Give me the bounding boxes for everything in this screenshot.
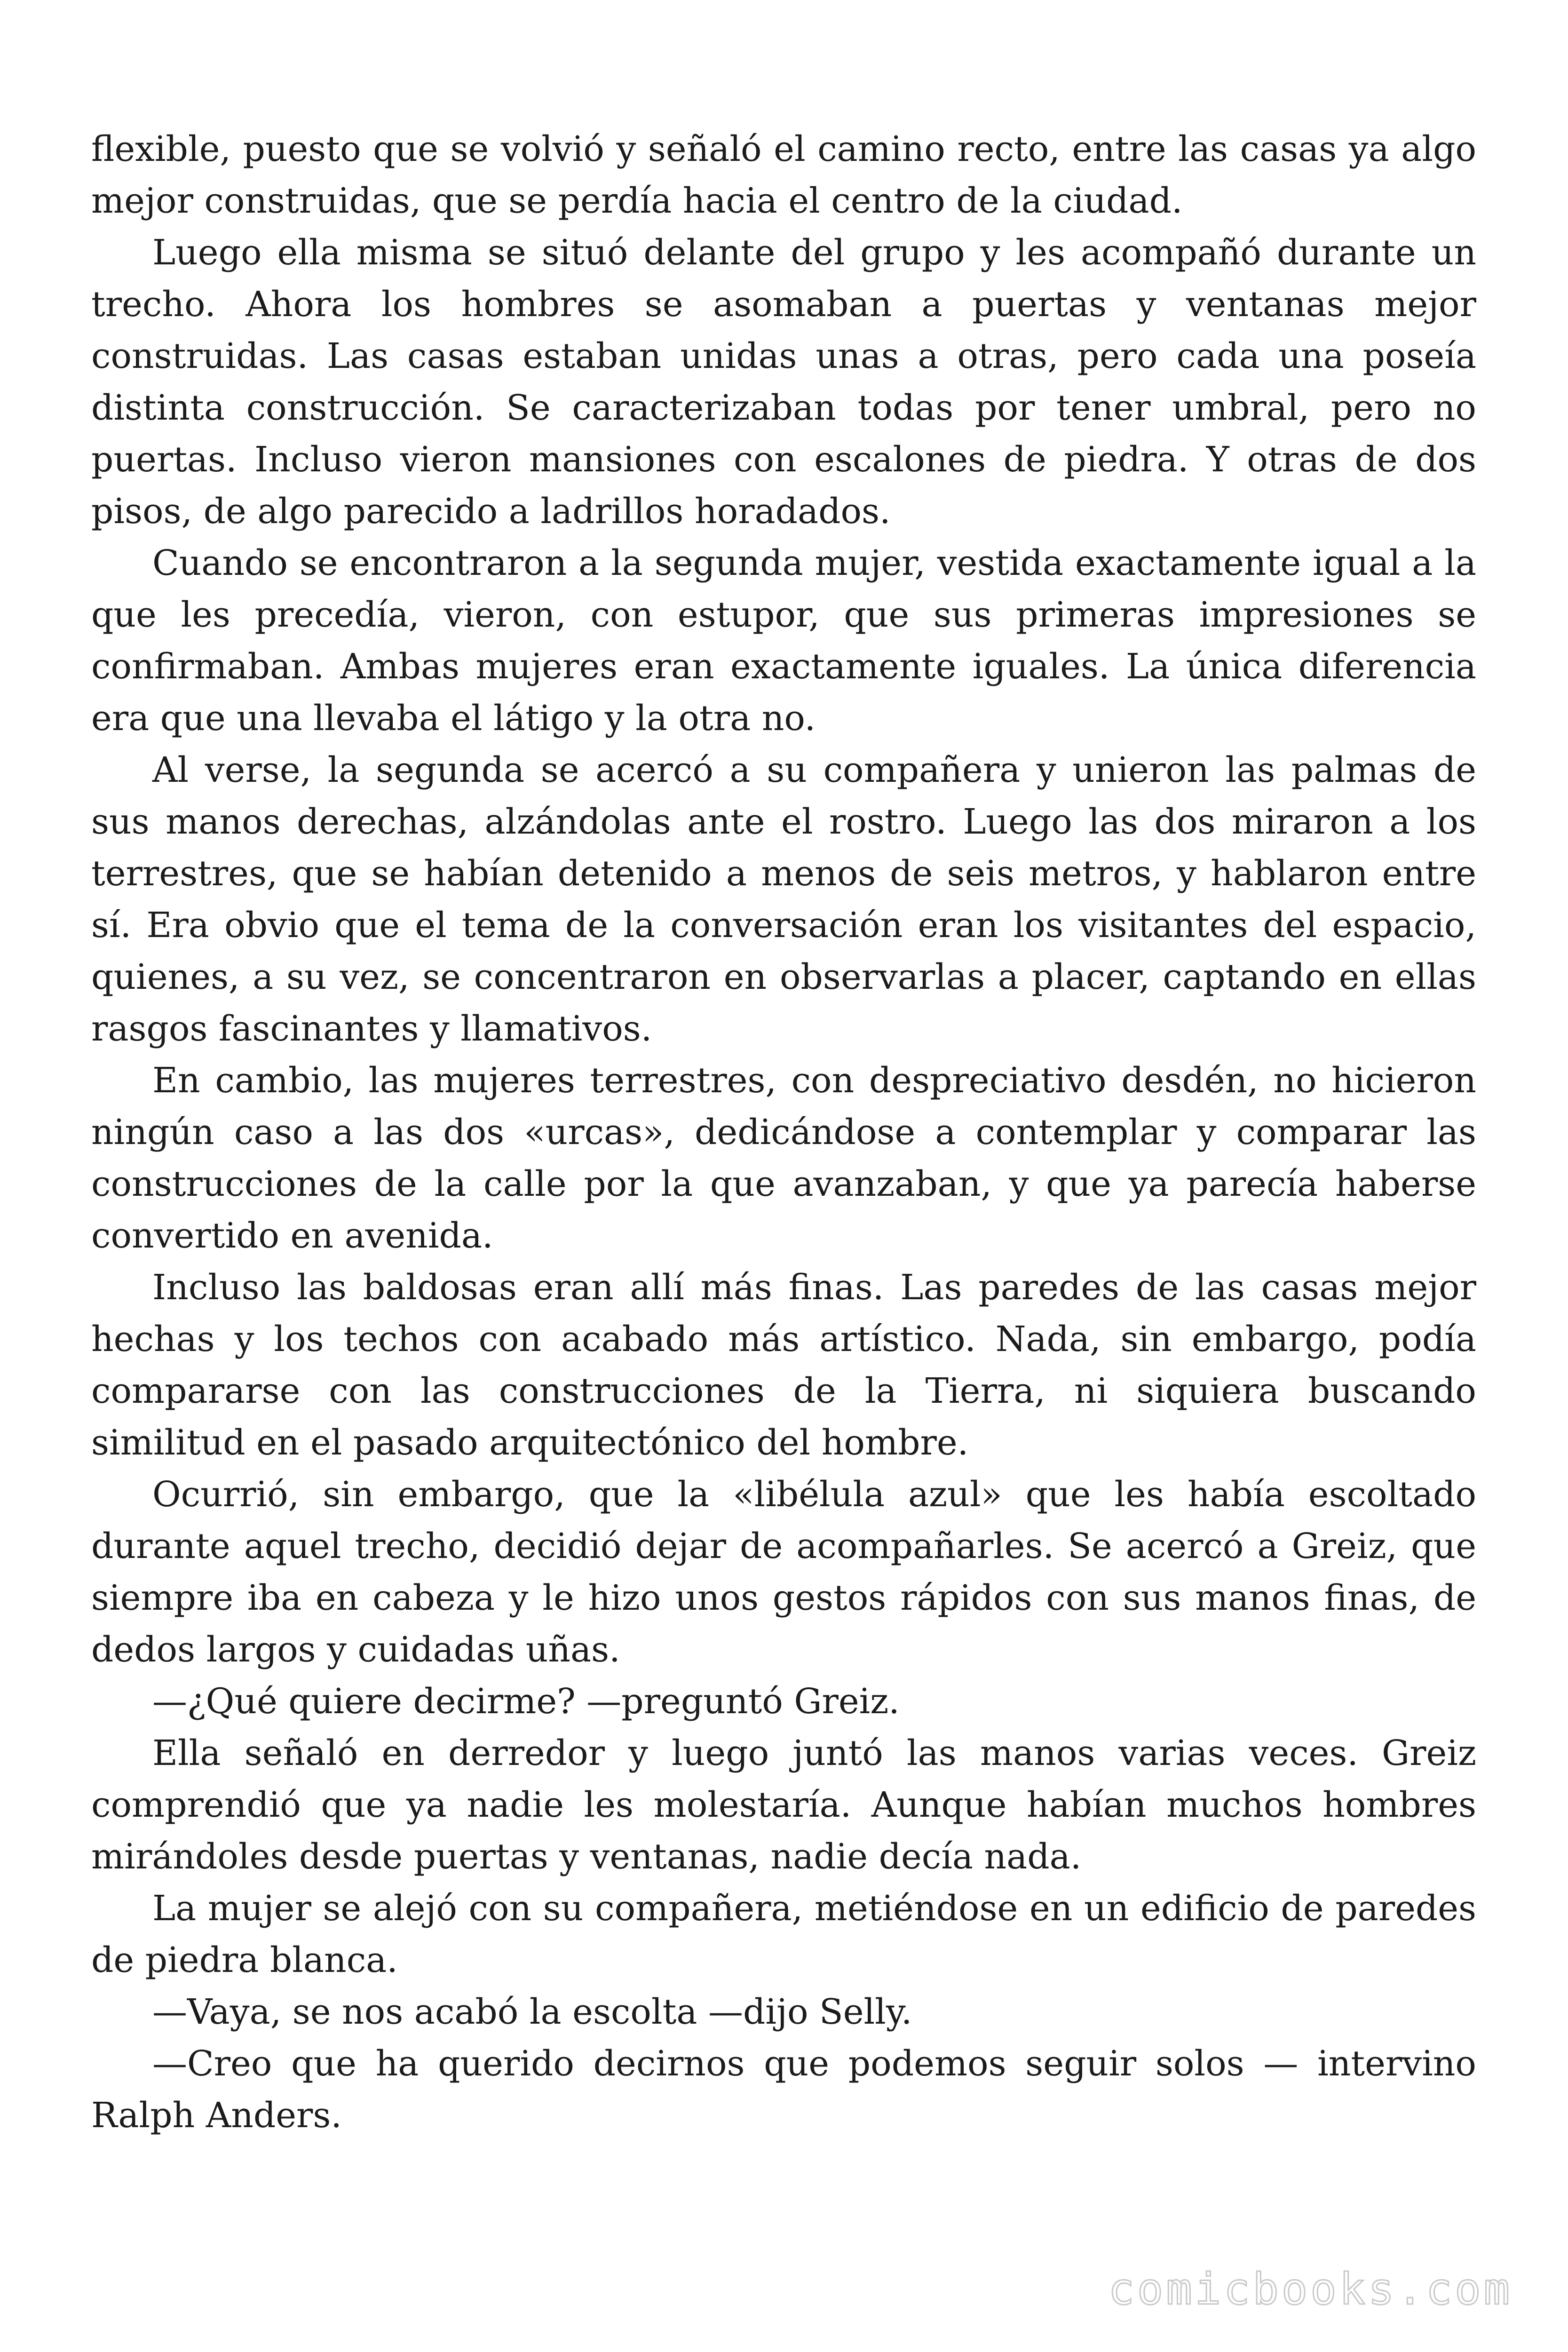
- paragraph-4: Al verse, la segunda se acercó a su compañera y unieron las palmas de sus manos derechas, alzándolas ante el rostro. Luego las dos miraron a los terrestres, que se habían detenido a menos de seis metros, y hablaron entre sí. Era obvio que el tema de la conversación eran los visitantes del espacio, quienes, a su vez, se concentraron en observarlas a placer, captando en ellas rasgos fascinantes y llamativos.: [91, 750, 1476, 1049]
- paragraph-3: Cuando se encontraron a la segunda mujer, vestida exactamente igual a la que les precedía, vieron, con estupor, que sus primeras impresiones se confirmaban. Ambas mujeres eran exactamente iguales. La única diferencia era que una llevaba el látigo y la otra no.: [91, 543, 1476, 739]
- dialogue-greiz: —¿Qué quiere decirme? —preguntó Greiz.: [152, 1681, 900, 1722]
- watermark: comicbooks.com: [1108, 2264, 1513, 2314]
- dialogue-ralph-anders: —Creo que ha querido decirnos que podemos seguir solos — intervino Ralph Anders.: [91, 2043, 1476, 2136]
- paragraph-9: Ella señaló en derredor y luego juntó las manos varias veces. Greiz comprendió que ya nadie les molestaría. Aunque habían muchos hombres mirándoles desde puertas y ventanas, nadie decía nada.: [91, 1733, 1476, 1877]
- paragraph-1: flexible, puesto que se volvió y señaló el camino recto, entre las casas ya algo mejor construidas, que se perdía hacia el centro de la ciudad.: [91, 129, 1476, 221]
- paragraph-7: Ocurrió, sin embargo, que la «libélula azul» que les había escoltado durante aquel trecho, decidió dejar de acompañarles. Se acercó a Greiz, que siempre iba en cabeza y le hizo unos gestos rápidos con sus manos finas, de dedos largos y cuidadas uñas.: [91, 1474, 1476, 1670]
- paragraph-6: Incluso las baldosas eran allí más finas. Las paredes de las casas mejor hechas y los techos con acabado más artístico. Nada, sin embargo, podía compararse con las construcciones de la Tierra, ni siquiera buscando similitud en el pasado arquitectónico del hombre.: [91, 1267, 1476, 1463]
- paragraph-10: La mujer se alejó con su compañera, metiéndose en un edificio de paredes de piedra blanca.: [91, 1888, 1476, 1980]
- page-body: [91, 123, 1476, 2141]
- paragraph-2: Luego ella misma se situó delante del grupo y les acompañó durante un trecho. Ahora los hombres se asomaban a puertas y ventanas mejor construidas. Las casas estaban unidas unas a otras, pero cada una poseía distinta construcción. Se caracterizaban todas por tener umbral, pero no puertas. Incluso vieron mansiones con escalones de piedra. Y otras de dos pisos, de algo parecido a ladrillos horadados.: [91, 232, 1476, 532]
- dialogue-selly: —Vaya, se nos acabó la escolta —dijo Selly.: [152, 1992, 912, 2032]
- paragraph-5: En cambio, las mujeres terrestres, con despreciativo desdén, no hicieron ningún caso a las dos «urcas», dedicándose a contemplar y comparar las construcciones de la calle por la que avanzaban, y que ya parecía haberse convertido en avenida.: [91, 1060, 1476, 1256]
